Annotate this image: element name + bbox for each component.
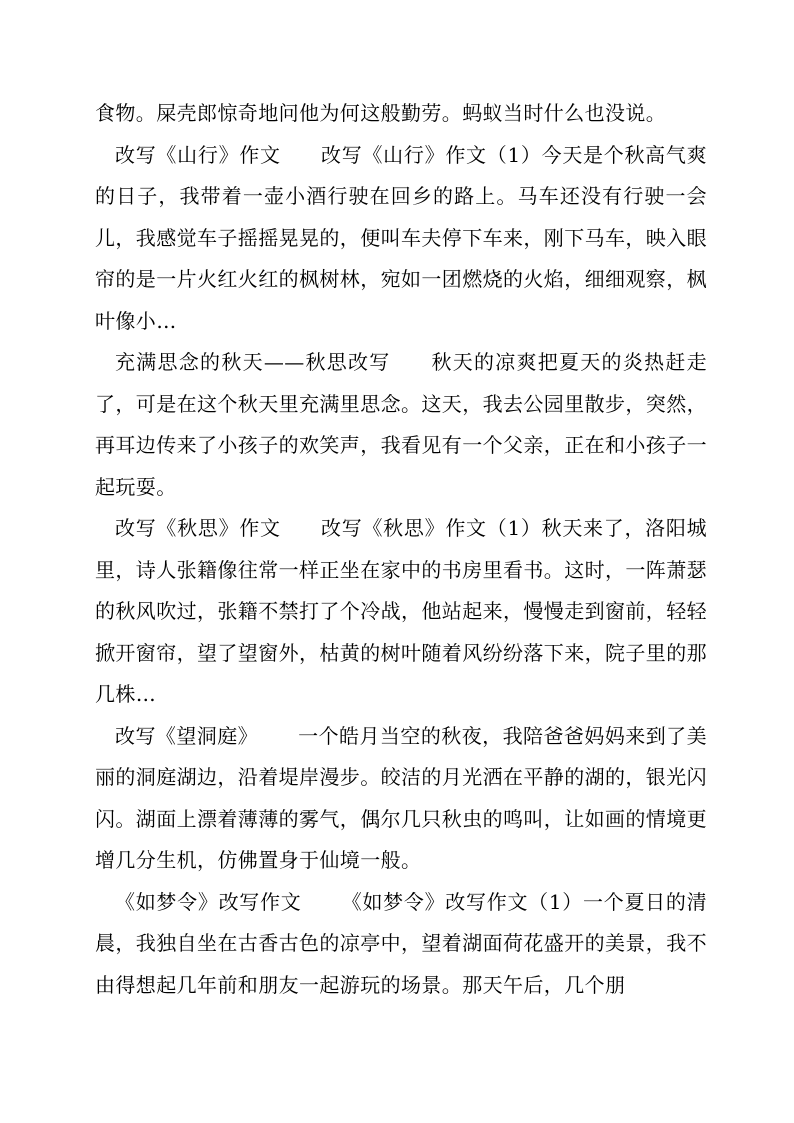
paragraph-text: 《如梦令》改写作文（1）一个夏日的清晨，我独自坐在古香古色的凉亭中，望着湖面荷花盛开的美景，我不由得想起几年前和朋友一起游玩的场景。那天午后，几个朋 (95, 889, 707, 997)
paragraph-shanxing (95, 135, 707, 343)
paragraph-text: 改写《秋思》作文（1）秋天来了，洛阳城里，诗人张籍像往常一样正坐在家中的书房里看书。这时，一阵萧瑟的秋风吹过，张籍不禁打了个冷战，他站起来，慢慢走到窗前，轻轻掀开窗帘，望了望窗外，枯黄的树叶随着风纷纷落下来，院子里的那几株… (95, 516, 708, 706)
paragraph-qiusi-rewrite (95, 342, 707, 508)
paragraph-rumengling (95, 882, 707, 1007)
paragraph-text: 一个皓月当空的秋夜，我陪爸爸妈妈来到了美丽的洞庭湖边，沿着堤岸漫步。皎洁的月光洒在平静的湖的，银光闪闪。湖面上漂着薄薄的雾气，偶尔几只秋虫的鸣叫，让如画的情境更增几分生机，仿佛置身于仙境一般。 (95, 723, 707, 872)
paragraph-qiusi-essay (95, 508, 707, 716)
paragraph-text: 食物。屎壳郎惊奇地问他为何这般勤劳。蚂蚁当时什么也没说。 (95, 101, 667, 125)
paragraph-title: 改写《山行》作文 (115, 142, 281, 167)
paragraph-text: 秋天的凉爽把夏天的炎热赶走了，可是在这个秋天里充满里思念。这天，我去公园里散步，突然，再耳边传来了小孩子的欢笑声，我看见有一个父亲，正在和小孩子一起玩耍。 (95, 350, 708, 499)
paragraph-text: 改写《山行》作文（1）今天是个秋高气爽的日子，我带着一壶小酒行驶在回乡的路上。马车还没有行驶一会儿，我感觉车子摇摇晃晃的，便叫车夫停下车来，刚下马车，映入眼帘的是一片火红火红的枫树林，宛如一团燃烧的火焰，细细观察，枫叶像小… (95, 142, 708, 333)
document-body (95, 93, 707, 1006)
paragraph-title: 充满思念的秋天——秋思改写 (115, 350, 391, 374)
paragraph-title: 改写《望洞庭》 (115, 723, 259, 748)
paragraph-wangdongting (95, 716, 707, 882)
paragraph-title: 《如梦令》改写作文 (115, 889, 302, 914)
paragraph-title: 改写《秋思》作文 (115, 516, 281, 540)
paragraph-ant-story-end (95, 93, 707, 135)
